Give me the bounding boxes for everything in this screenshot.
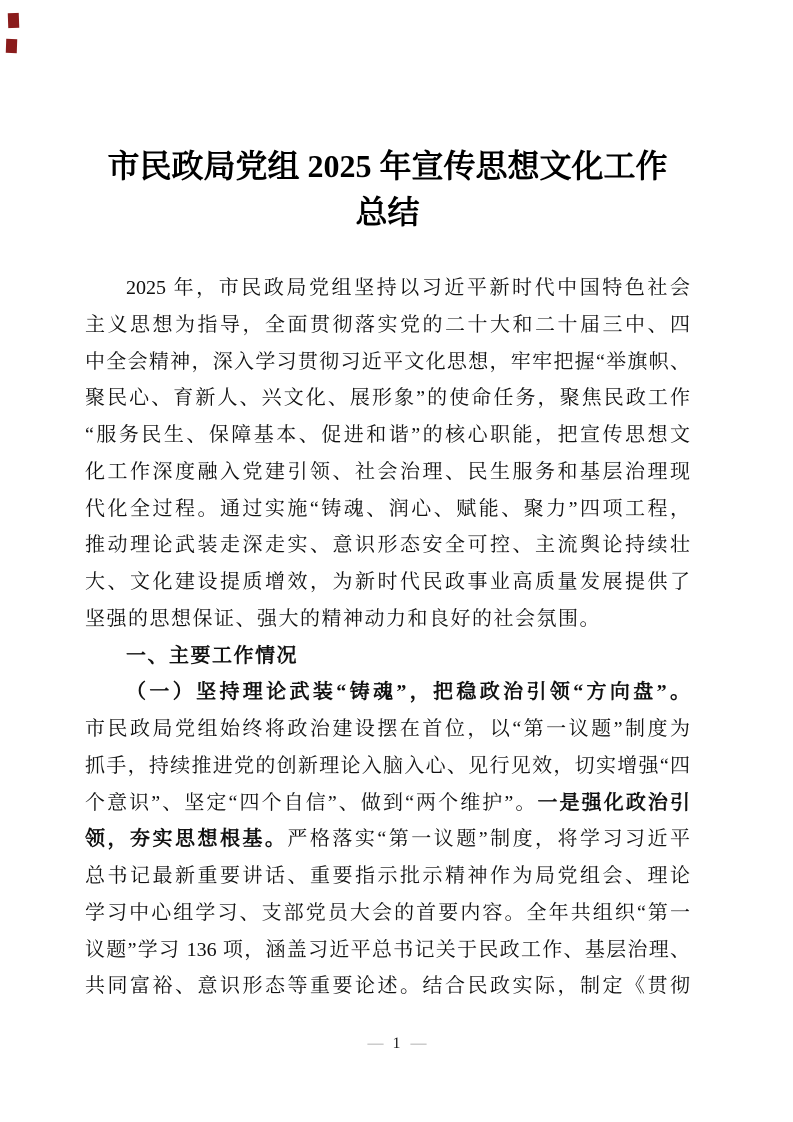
document-title [85, 143, 690, 235]
text-line-15 [85, 785, 690, 822]
text-line-11 [85, 638, 690, 675]
text-line-14 [85, 748, 690, 785]
bold-text-segment: 一是强化政治引 [537, 791, 691, 814]
footer-dash-right: — [410, 1035, 426, 1052]
text-line-19 [85, 932, 690, 969]
text-line-13 [85, 711, 690, 748]
document-body-lines [85, 270, 690, 1005]
text-segment: 个意识”、坚定“四个自信”、做到“两个维护”。 [85, 791, 538, 814]
text-line-7 [85, 491, 690, 528]
text-segment: 聚民心、育新人、兴文化、展形象”的使命任务，聚焦民政工作 [85, 387, 690, 410]
text-segment: 大、文化建设提质增效，为新时代民政事业高质量发展提供了 [85, 571, 690, 593]
text-line-16 [85, 821, 690, 858]
text-segment: 主义思想为指导，全面贯彻落实党的二十大和二十届三中、四 [85, 313, 690, 336]
text-segment: 推动理论武装走深走实、意识形态安全可控、主流舆论持续壮 [85, 534, 690, 557]
text-line-5 [85, 417, 690, 454]
text-segment: 代化全过程。通过实施“铸魂、润心、赋能、聚力”四项工程， [85, 497, 690, 520]
text-segment: 严格落实“第一议题”制度，将学习习近平 [287, 828, 690, 851]
text-segment: 市民政局党组始终将政治建设摆在首位，以“第一议题”制度为 [85, 718, 690, 740]
text-segment: 议题”学习 136 项，涵盖习近平总书记关于民政工作、基层治理、 [85, 938, 690, 961]
text-segment: 中全会精神，深入学习贯彻习近平文化思想，牢牢把握“举旗帜、 [85, 350, 690, 373]
text-line-10 [85, 601, 690, 638]
text-segment: 共同富裕、意识形态等重要论述。结合民政实际，制定《贯彻 [85, 975, 690, 998]
bold-text-segment: （一）坚持理论武装“铸魂”，把稳政治引领“方向盘”。 [126, 681, 690, 704]
text-segment: 坚强的思想保证、强大的精神动力和良好的社会氛围。 [85, 607, 601, 630]
text-line-20 [85, 968, 690, 1005]
red-corner-mark-2 [6, 39, 17, 53]
footer-dash-left: — [367, 1035, 383, 1052]
red-corner-mark-1 [8, 13, 20, 28]
text-line-17 [85, 858, 690, 895]
text-segment: 学习中心组学习、支部党员大会的首要内容。全年共组织“第一 [85, 901, 690, 924]
text-segment: 总书记最新重要讲话、重要指示批示精神作为局党组会、理论 [85, 865, 690, 887]
text-segment: 化工作深度融入党建引领、社会治理、民生服务和基层治理现 [85, 460, 690, 483]
text-line-8 [85, 527, 690, 564]
page-footer [0, 1034, 793, 1054]
bold-text-segment: 一、主要工作情况 [126, 644, 298, 667]
text-segment: 2025 年，市民政局党组坚持以习近平新时代中国特色社会 [126, 277, 690, 299]
text-line-3 [85, 344, 690, 381]
text-line-6 [85, 454, 690, 491]
text-line-9 [85, 564, 690, 601]
page-number: 1 [392, 1035, 401, 1052]
text-segment: “服务民生、保障基本、促进和谐”的核心职能，把宣传思想文 [85, 424, 690, 446]
text-line-2 [85, 307, 690, 344]
text-line-12 [85, 674, 690, 711]
bold-text-segment: 领，夯实思想根基。 [85, 828, 288, 851]
text-line-1 [85, 270, 690, 307]
text-segment: 抓手，持续推进党的创新理论入脑入心、见行见效，切实增强“四 [85, 754, 690, 777]
text-line-4 [85, 380, 690, 417]
document-title-line-1: 市民政局党组 2025 年宣传思想文化工作 [107, 148, 668, 184]
document-title-line-2: 总结 [355, 194, 420, 230]
document-content [85, 143, 690, 1005]
text-line-18 [85, 895, 690, 932]
